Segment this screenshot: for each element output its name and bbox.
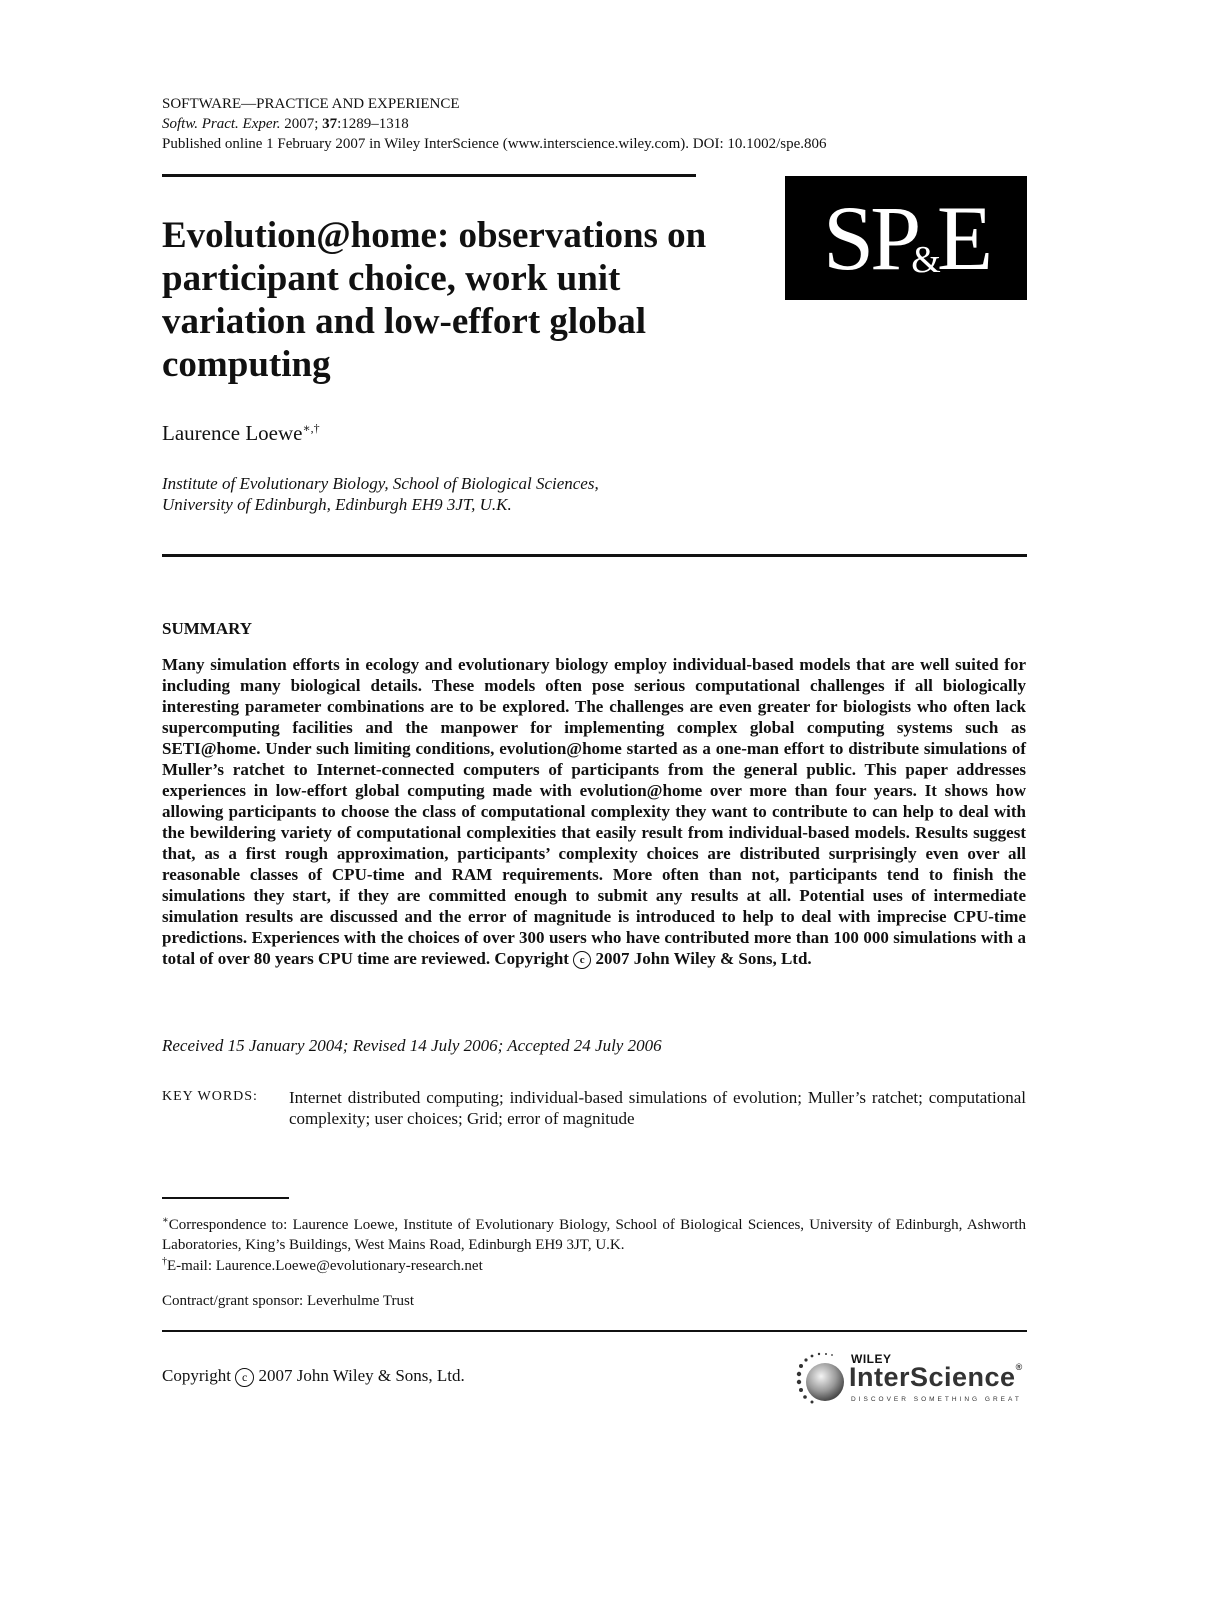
- globe-icon: [795, 1352, 847, 1404]
- section-rule: [162, 554, 1027, 557]
- wiley-interscience-logo: [795, 1352, 1035, 1406]
- footnote-rule: [162, 1197, 289, 1199]
- interscience-wordmark: InterScience®: [849, 1362, 1023, 1392]
- author: [162, 421, 320, 446]
- abstract: Many simulation efforts in ecology and evolutionary biology employ individual-based models that are well suited for including many biological details. These models often pose serious computational challenges if all biologically interesting parameter combinations are to be explored. The challenges are even greater for biologists who often lack supercomputing facilities and the manpower for implementing complex global computing systems such as SETI@home. Under such limiting conditions, evolution@home started as a one-man effort to distribute simulations of Muller’s ratchet to Internet-connected computers of participants from the general public. This paper addresses experiences in low-effort global computing made with evolution@home over more than four years. It shows how allowing participants to choose the class of computational complexity they want to contribute to can help to deal with the bewildering variety of computational complexities that easily result from individual-based models. Results suggest that, as a first rough approximation, participants’ complexity choices are distributed surprisingly even over all reasonable classes of CPU-time and RAM requirements. More often than not, participants tend to finish the simulations they start, if they are committed enough to submit any results at all. Potential uses of intermediate simulation results are discussed and the error of magnitude is introduced to help to deal with imprecise CPU-time predictions. Experiences with the choices of over 300 users who have contributed more than 100 000 simulations with a total of over 80 years CPU time are reviewed. Copyright c 2007 John Wiley & Sons, Ltd.: [162, 655, 1026, 968]
- journal-header: [162, 94, 827, 154]
- copyright-symbol: c: [573, 951, 591, 969]
- affiliation: Institute of Evolutionary Biology, School of Biological Sciences, University of Edinburgh, Edinburgh EH9 3JT, U.K.: [162, 474, 599, 514]
- author-marks: ∗,†: [302, 421, 320, 435]
- publication-line: Published online 1 February 2007 in Wiley InterScience (www.interscience.wiley.com). DOI: 10.1002/spe.806: [162, 136, 827, 152]
- journal-citation: Softw. Pract. Exper. 2007; 37:1289–1318: [162, 116, 409, 132]
- journal-name: SOFTWARE—PRACTICE AND EXPERIENCE: [162, 96, 460, 112]
- footnote-correspondence: ∗Correspondence to: Laurence Loewe, Institute of Evolutionary Biology, School of Biological Sciences, University of Edinburgh, Ashworth Laboratories, King’s Buildings, West Mains Road, Edinburgh EH9 3JT, U.K.: [162, 1215, 1026, 1253]
- keywords-label: KEY WORDS:: [162, 1089, 258, 1104]
- title-top-rule: [162, 174, 696, 177]
- footnote-sponsor: Contract/grant sponsor: Leverhulme Trust: [162, 1293, 415, 1309]
- received-dates: Received 15 January 2004; Revised 14 July 2006; Accepted 24 July 2006: [162, 1036, 662, 1055]
- author-name: Laurence Loewe: [162, 421, 303, 445]
- footer-rule: [162, 1330, 1027, 1332]
- footnote-email: †E-mail: Laurence.Loewe@evolutionary-research.net: [162, 1256, 483, 1274]
- paper-title: Evolution@home: observations on participant choice, work unit variation and low-effort global computing: [162, 215, 707, 385]
- spe-logo: SP & E: [785, 176, 1027, 300]
- wiley-tagline: DISCOVER SOMETHING GREAT: [851, 1396, 1022, 1403]
- summary-heading: SUMMARY: [162, 619, 253, 638]
- keywords-text: Internet distributed computing; individual-based simulations of evolution; Muller’s ratchet; computational complexity; user choices; Grid; error of magnitude: [289, 1088, 1026, 1128]
- copyright-symbol: c: [235, 1368, 254, 1387]
- abstract-text: Many simulation efforts in ecology and evolutionary biology employ individual-based models that are well suited for including many biological details. These models often pose serious computational challenges if all biologically interesting parameter combinations are to be explored. The challenges are even greater for biologists who often lack supercomputing facilities and the manpower for implementing complex global computing systems such as SETI@home. Under such limiting conditions, evolution@home started as a one-man effort to distribute simulations of Muller’s ratchet to Internet-connected computers of participants from the general public. This paper addresses experiences in low-effort global computing made with evolution@home over more than four years. It shows how allowing participants to choose the class of computational complexity they want to contribute to can help to deal with the bewildering variety of computational complexities that easily result from individual-based models. Results suggest that, as a first rough approximation, participants’ complexity choices are distributed surprisingly even over all reasonable classes of CPU-time and RAM requirements. More often than not, participants tend to finish the simulations they start, if they are committed enough to submit any results at all. Potential uses of intermediate simulation results are discussed and the error of magnitude is introduced to help to deal with imprecise CPU-time predictions. Experiences with the choices of over 300 users who have contributed more than 100 000 simulations with a total of over 80 years CPU time are reviewed. Copyright: [162, 655, 1026, 968]
- wiley-wordmark: WILEY: [851, 1352, 892, 1366]
- footer-copyright: Copyright c 2007 John Wiley & Sons, Ltd.: [162, 1366, 465, 1385]
